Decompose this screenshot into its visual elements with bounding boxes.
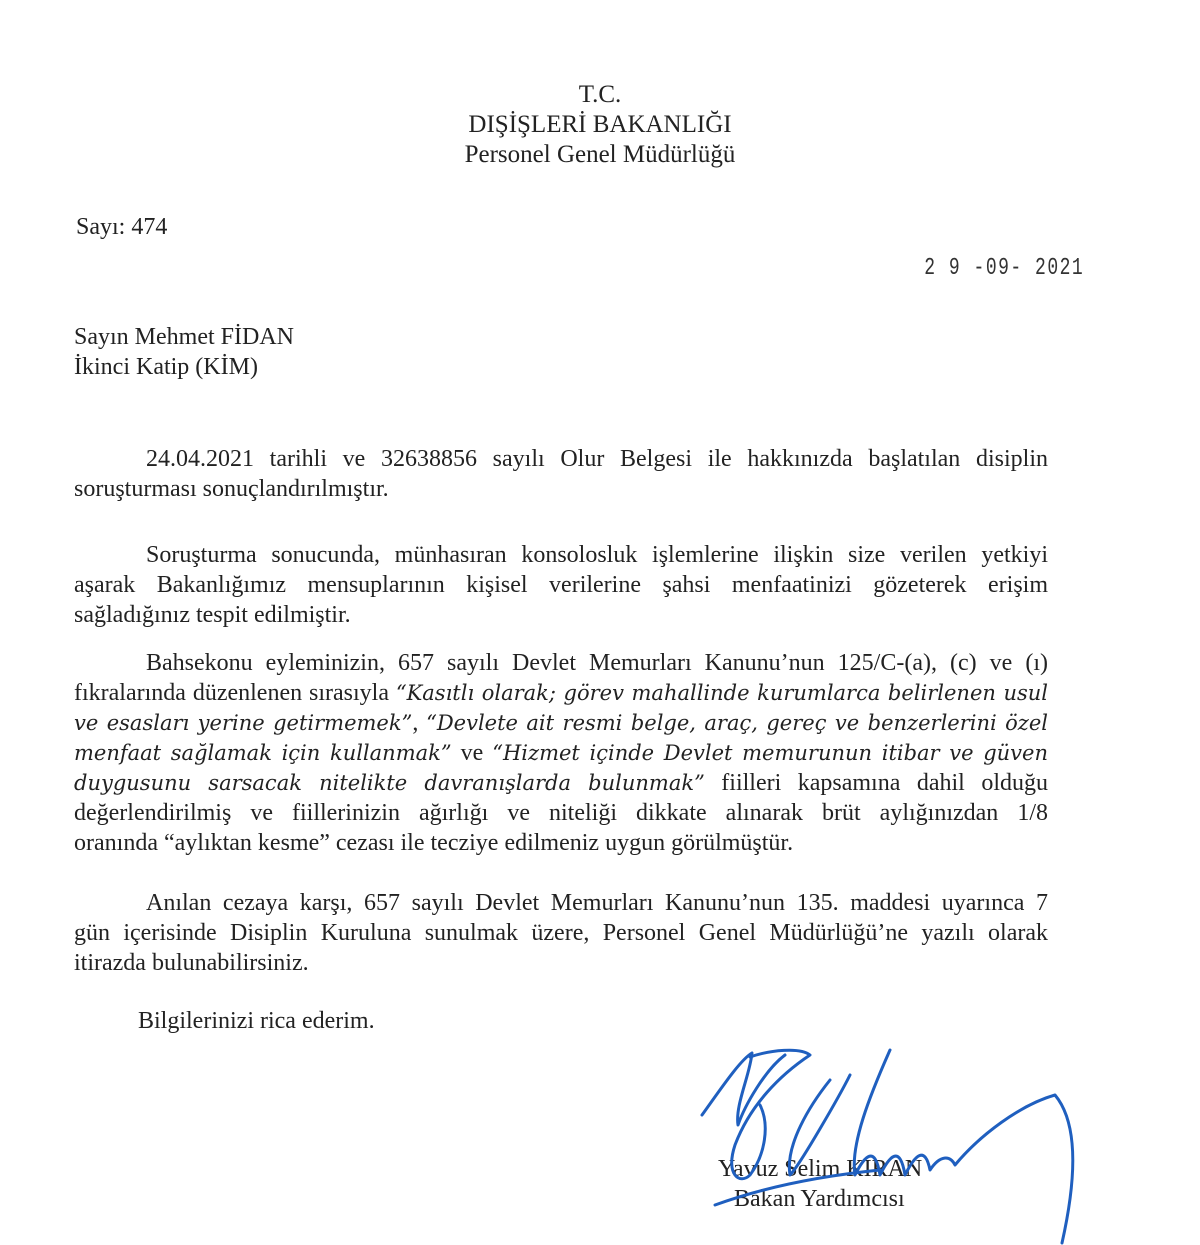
closing-line: Bilgilerinizi rica ederim. (138, 1008, 375, 1034)
signatory-name: Yavuz Selim KIRAN (718, 1156, 923, 1182)
letterhead-department: Personel Genel Müdürlüğü (464, 141, 736, 168)
paragraph-line: oranında “aylıktan kesme” cezası ile tecziye edilmeniz uygun görülmüştür. (74, 830, 794, 856)
paragraph-line: 24.04.2021 tarihli ve 32638856 sayılı Olur Belgesi ile hakkınızda başlatılan disiplin (146, 446, 1048, 472)
paragraph-line: aşarak Bakanlığımız mensuplarının kişisel verilerine şahsi menfaatinizi gözeterek erişim (74, 572, 1048, 598)
letterhead-ministry: DIŞİŞLERİ BAKANLIĞI (468, 111, 732, 138)
paragraph-line: değerlendirilmiş ve fiillerinizin ağırlığı ve niteliği dikkate alınarak brüt aylığınızdan 1/8 (74, 800, 1048, 826)
paragraph-line: gün içerisinde Disiplin Kuruluna sunulmak üzere, Personel Genel Müdürlüğü’ne yazılı olarak (74, 920, 1048, 946)
signatory-title: Bakan Yardımcısı (734, 1186, 905, 1212)
paragraph-line: Bahsekonu eyleminizin, 657 sayılı Devlet Memurları Kanunu’nun 125/C-(a), (c) ve (ı) (146, 650, 1048, 676)
text: , (412, 710, 427, 736)
paragraph-line (74, 678, 1048, 708)
paragraph-3 (74, 648, 1048, 858)
text: fıkralarında düzenlenen sırasıyla (74, 680, 396, 706)
quoted-offense: “Kasıtlı olarak; görev mahallinde kurumlarca belirlenen usul (395, 681, 1048, 705)
paragraph-line: Soruşturma sonucunda, münhasıran konsolosluk işlemlerine ilişkin size verilen yetkiyi (146, 542, 1048, 568)
paragraph-line: soruşturması sonuçlandırılmıştır. (74, 476, 389, 502)
paragraph-2 (74, 540, 1048, 630)
text: ve (451, 740, 493, 766)
paragraph-4 (74, 888, 1048, 978)
paragraph-line: Anılan cezaya karşı, 657 sayılı Devlet Memurları Kanunu’nun 135. maddesi uyarınca 7 (146, 890, 1048, 916)
paragraph-line (74, 708, 1048, 738)
paragraph-line: sağladığınız tespit edilmiştir. (74, 602, 351, 628)
recipient-name: Sayın Mehmet FİDAN (74, 324, 294, 350)
paragraph-line (74, 768, 1048, 798)
text: fiilleri kapsamına dahil olduğu (704, 770, 1048, 796)
handwritten-signature (690, 1035, 1100, 1245)
quoted-offense: “Hizmet içinde Devlet memurunun itibar ve güven (492, 741, 1049, 765)
quoted-offense: menfaat sağlamak için kullanmak” (74, 741, 452, 765)
quoted-offense: duygusunu sarsacak nitelikte davranışlarda bulunmak” (74, 771, 705, 795)
paragraph-1 (74, 444, 1048, 504)
quoted-offense: “Devlete ait resmi belge, araç, gereç ve benzerlerini özel (426, 711, 1048, 735)
paragraph-line: itirazda bulunabilirsiniz. (74, 950, 309, 976)
paragraph-line (74, 738, 1048, 768)
recipient-title: İkinci Katip (KİM) (74, 354, 258, 380)
reference-number: Sayı: 474 (76, 214, 168, 240)
quoted-offense: ve esasları yerine getirmemek” (74, 711, 413, 735)
letterhead-line-1: T.C. (578, 81, 622, 108)
date-stamp: 2 9 -09- 2021 (924, 255, 1084, 282)
